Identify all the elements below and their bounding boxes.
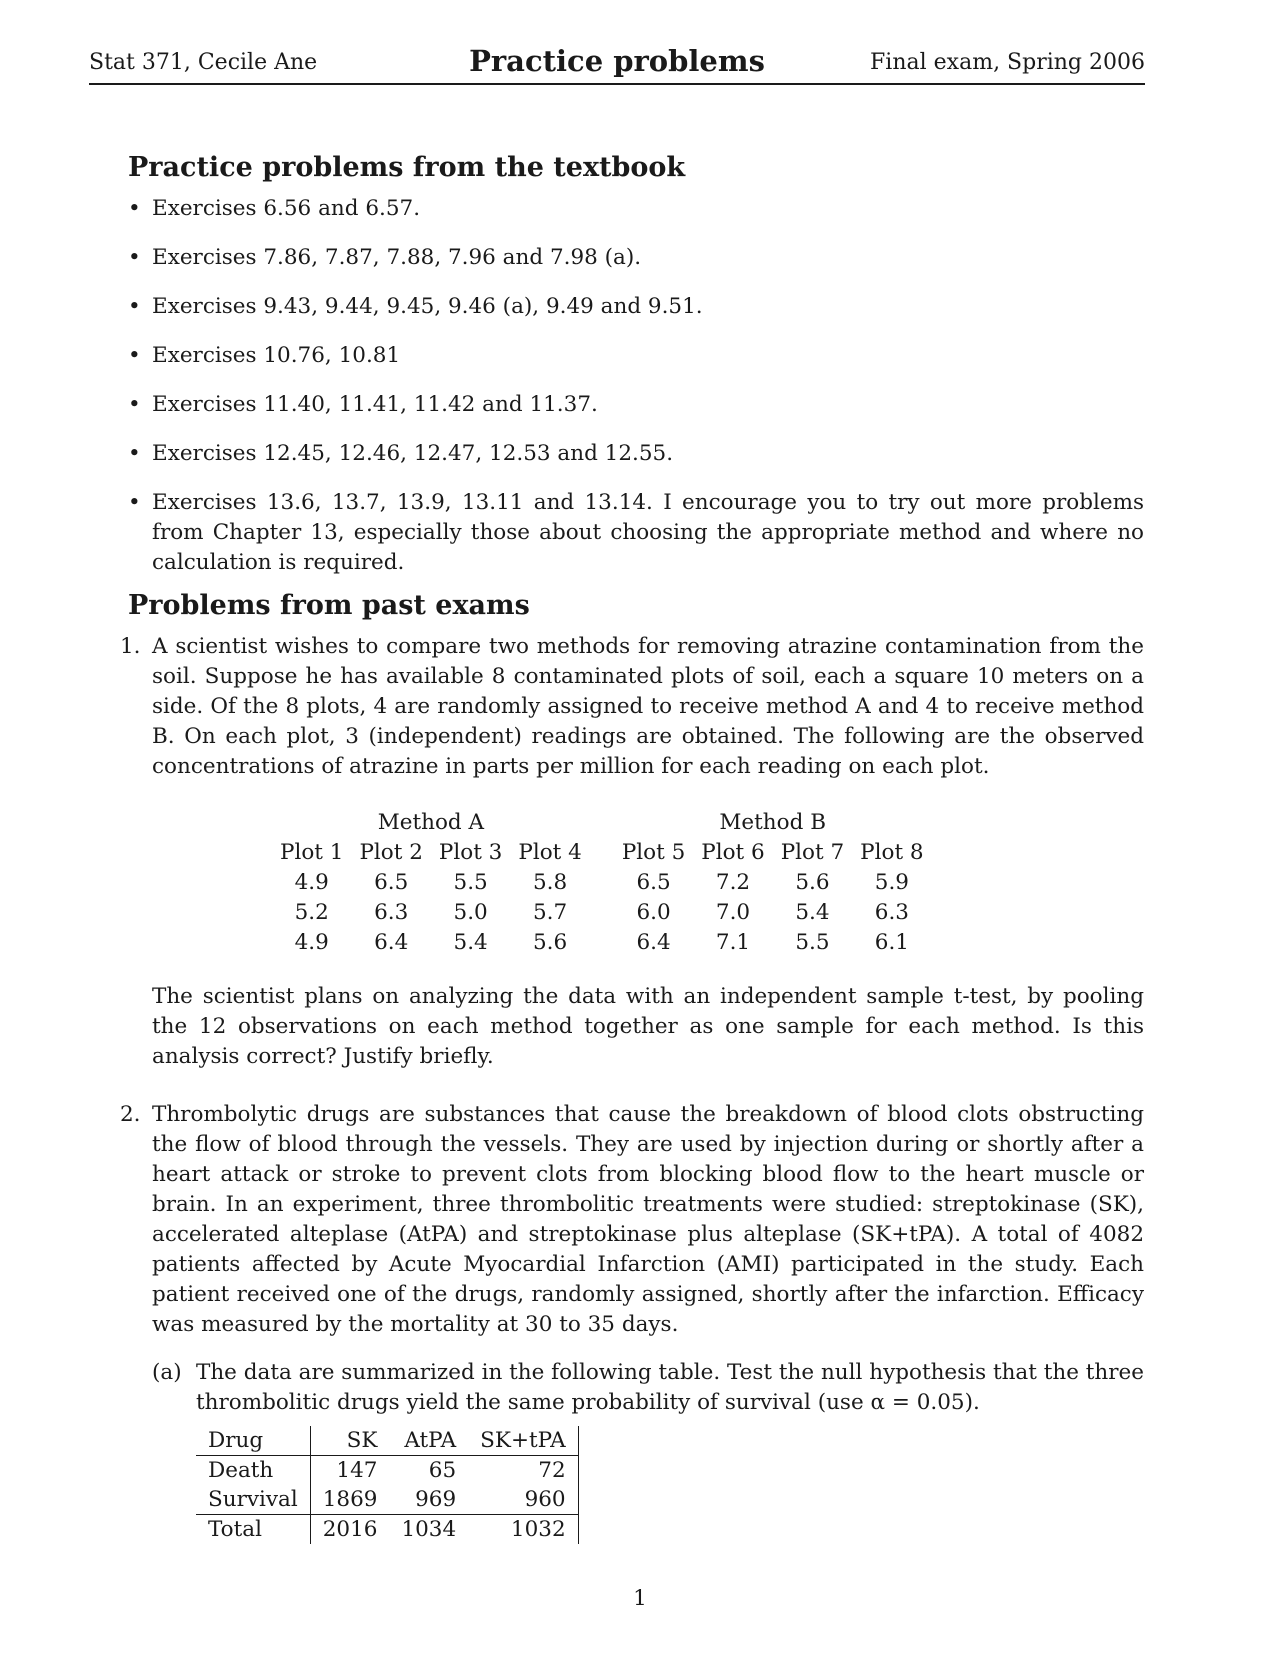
table-cell: 5.5	[453, 870, 488, 895]
header-rule	[89, 83, 1145, 85]
table-header-cell: Plot 3	[438, 840, 503, 865]
table-cell: 5.2	[294, 900, 329, 925]
table-cell: 1032	[468, 1515, 578, 1545]
table-cell: 6.4	[374, 930, 409, 955]
table-cell: 6.3	[874, 900, 909, 925]
table-header-cell: SK	[310, 1426, 389, 1456]
list-item: • Exercises 11.40, 11.41, 11.42 and 11.37.	[128, 390, 1144, 420]
table-cell: 4.9	[294, 870, 329, 895]
table-cell: 5.6	[532, 930, 568, 955]
table-header-cell: Drug	[196, 1426, 310, 1456]
table-cell: Survival	[196, 1485, 310, 1515]
header-course: Stat 371, Cecile Ane	[89, 50, 318, 75]
problem-2	[120, 1100, 1144, 1544]
method-table	[272, 808, 932, 958]
part-a-text: The data are summarized in the following table. Test the null hypothesis that the three thrombolitic drugs yield the same probability of survival (use α = 0.05).	[196, 1360, 1144, 1415]
table-header-cell: Plot 6	[701, 840, 765, 865]
table-cell: 6.5	[636, 870, 671, 895]
bullet-icon: •	[128, 343, 141, 368]
table-header-cell: Plot 1	[280, 840, 344, 865]
table-header-cell: Plot 2	[359, 840, 423, 865]
table-cell: 2016	[322, 1517, 378, 1542]
table-row	[196, 1456, 578, 1486]
table-row	[196, 1515, 578, 1545]
problem-2-text: Thrombolytic drugs are substances that cause the breakdown of blood clots obstructing the flow of blood through the vessels. They are used by injection during or shortly after a heart attack or stroke to prevent clots from blocking blood flow to the heart muscle or brain. In an experiment, three thrombolitic treatments were studied: streptokinase (SK), accelerated alteplase (AtPA) and streptokinase plus alteplase (SK+tPA). A total of 4082 patients affected by Acute Myocardial Infarction (AMI) participated in the study. Each patient received one of the drugs, randomly assigned, shortly after the infarction. Efficacy was measured by the mortality at 30 to 35 days.	[152, 1102, 1144, 1337]
main-content	[120, 150, 1144, 1544]
list-item: • Exercises 10.76, 10.81	[128, 341, 1144, 371]
list-item: • Exercises 12.45, 12.46, 12.47, 12.53 and 12.55.	[128, 439, 1144, 469]
bullet-icon: •	[128, 245, 141, 270]
section-title-exams: Problems from past exams	[128, 590, 530, 621]
page-number: 1	[633, 1586, 647, 1611]
table-row	[272, 928, 932, 958]
table-header-cell: Plot 5	[621, 840, 686, 865]
table-header-cell: Plot 4	[518, 840, 582, 865]
table-cell: 5.5	[795, 930, 830, 955]
table-cell: 5.9	[874, 870, 909, 895]
header-exam: Final exam, Spring 2006	[870, 50, 1145, 75]
list-item: • Exercises 7.86, 7.87, 7.88, 7.96 and 7.98 (a).	[128, 243, 1144, 273]
problem-2-parts	[152, 1358, 1144, 1418]
table-cell: 6.5	[374, 870, 409, 895]
problem-1	[120, 632, 1144, 1072]
list-item: • Exercises 13.6, 13.7, 13.9, 13.11 and 13.14. I encourage you to try out more problems from Chapter 13, especially those about choosing the appropriate method and where no calculation is required.	[128, 490, 1144, 575]
bullet-icon: •	[128, 196, 141, 221]
table-row	[272, 808, 932, 838]
table-cell: 72	[468, 1456, 578, 1486]
table-header-cell: Plot 7	[780, 840, 845, 865]
section-title-textbook: Practice problems from the textbook	[128, 152, 686, 183]
page-header	[89, 44, 1145, 84]
table-cell: 969	[389, 1485, 468, 1515]
header-title: Practice problems	[469, 44, 765, 78]
table-cell: Total	[196, 1515, 310, 1545]
problem-number: 1.	[120, 634, 141, 659]
table-cell: 7.0	[715, 900, 751, 925]
table-cell: 5.8	[532, 870, 568, 895]
drug-table	[196, 1426, 579, 1544]
table-cell: 6.0	[636, 900, 671, 925]
problem-list	[120, 632, 1144, 1544]
table-cell: 6.4	[636, 930, 671, 955]
method-a-header: Method A	[377, 810, 485, 835]
table-cell: 5.7	[532, 900, 568, 925]
table-cell: 7.2	[715, 870, 751, 895]
exams-section	[120, 588, 1144, 1544]
bullet-icon: •	[128, 392, 141, 417]
table-cell: 960	[468, 1485, 578, 1515]
table-cell: 65	[428, 1458, 457, 1483]
table-cell: 1034	[401, 1517, 457, 1542]
table-cell: Death	[196, 1456, 310, 1486]
method-b-header: Method B	[719, 810, 826, 835]
table-cell: 5.4	[795, 900, 830, 925]
textbook-section	[128, 150, 1144, 578]
table-cell: 5.4	[453, 930, 488, 955]
table-cell: 5.0	[453, 900, 488, 925]
table-cell: 4.9	[294, 930, 329, 955]
table-row	[196, 1426, 578, 1456]
table-cell: 7.1	[715, 930, 751, 955]
bullet-icon: •	[128, 441, 141, 466]
table-cell: 6.1	[874, 930, 909, 955]
part-a	[152, 1358, 1144, 1418]
table-cell: 147	[336, 1458, 378, 1483]
textbook-list	[128, 194, 1144, 578]
table-header-cell: Plot 8	[860, 840, 924, 865]
bullet-icon: •	[128, 490, 141, 515]
table-cell: 1869	[310, 1485, 389, 1515]
part-label: (a)	[152, 1360, 182, 1385]
spacer	[128, 1072, 1144, 1100]
list-item: • Exercises 9.43, 9.44, 9.45, 9.46 (a), 9.49 and 9.51.	[128, 292, 1144, 322]
table-header-cell: AtPA	[389, 1426, 468, 1456]
problem-number: 2.	[120, 1102, 141, 1127]
problem-1-text: A scientist wishes to compare two methods for removing atrazine contamination from the soil. Suppose he has available 8 contaminated plots of soil, each a square 10 meters on a side. Of the 8 plots, 4 are randomly assigned to receive method A and 4 to receive method B. On each plot, 3 (independent) readings are obtained. The following are the observed concentrations of atrazine in parts per million for each reading on each plot.	[152, 634, 1144, 779]
table-row	[272, 838, 932, 868]
table-row	[272, 868, 932, 898]
table-cell: 6.3	[374, 900, 409, 925]
table-row	[196, 1485, 578, 1515]
table-cell: 5.6	[795, 870, 830, 895]
bullet-icon: •	[128, 294, 141, 319]
list-item: • Exercises 6.56 and 6.57.	[128, 194, 1144, 224]
table-header-cell: SK+tPA	[468, 1426, 578, 1456]
table-row	[272, 898, 932, 928]
problem-1-followup: The scientist plans on analyzing the data with an independent sample t-test, by pooling the 12 observations on each method together as one sample for each method. Is this analysis correct? Justify briefly.	[152, 984, 1144, 1069]
